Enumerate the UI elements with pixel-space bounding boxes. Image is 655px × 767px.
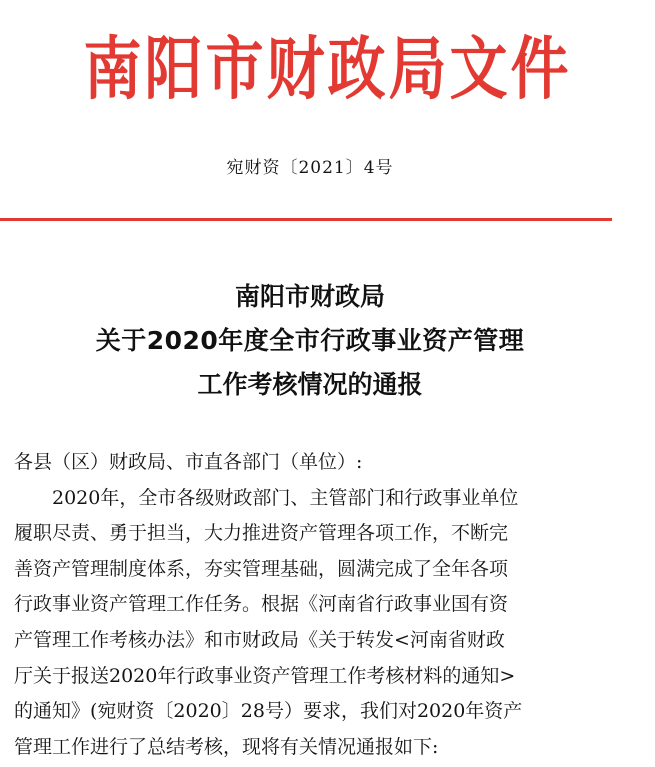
body-line: 的通知》(宛财资〔2020〕28号）要求，我们对2020年资产 xyxy=(14,700,523,723)
notice-title-line-2: 关于2020年度全市行政事业资产管理 xyxy=(95,326,525,355)
body-line: 产管理工作考核办法》和市财政局《关于转发<河南省财政 xyxy=(14,628,505,651)
masthead-title: 南阳市财政局文件 xyxy=(83,28,572,110)
body-line: 2020年，全市各级财政部门、主管部门和行政事业单位 xyxy=(52,486,519,509)
red-divider-line xyxy=(0,218,612,221)
body-line: 管理工作进行了总结考核，现将有关情况通报如下: xyxy=(14,735,439,758)
body-line: 厅关于报送2020年行政事业资产管理工作考核材料的通知> xyxy=(14,664,516,687)
body-line: 善资产管理制度体系，夯实管理基础，圆满完成了全年各项 xyxy=(14,557,509,580)
salutation: 各县（区）财政局、市直各部门（单位）: xyxy=(14,451,363,473)
notice-title-line-3: 工作考核情况的通报 xyxy=(197,370,423,399)
notice-body xyxy=(14,445,634,765)
body-line: 行政事业资产管理工作任务。根据《河南省行政事业国有资 xyxy=(14,593,509,616)
notice-title-line-1: 南阳市财政局 xyxy=(234,282,385,311)
body-line: 履职尽责、勇于担当，大力推进资产管理各项工作，不断完 xyxy=(14,522,509,545)
document-number: 宛财资〔2021〕4号 xyxy=(226,158,394,178)
